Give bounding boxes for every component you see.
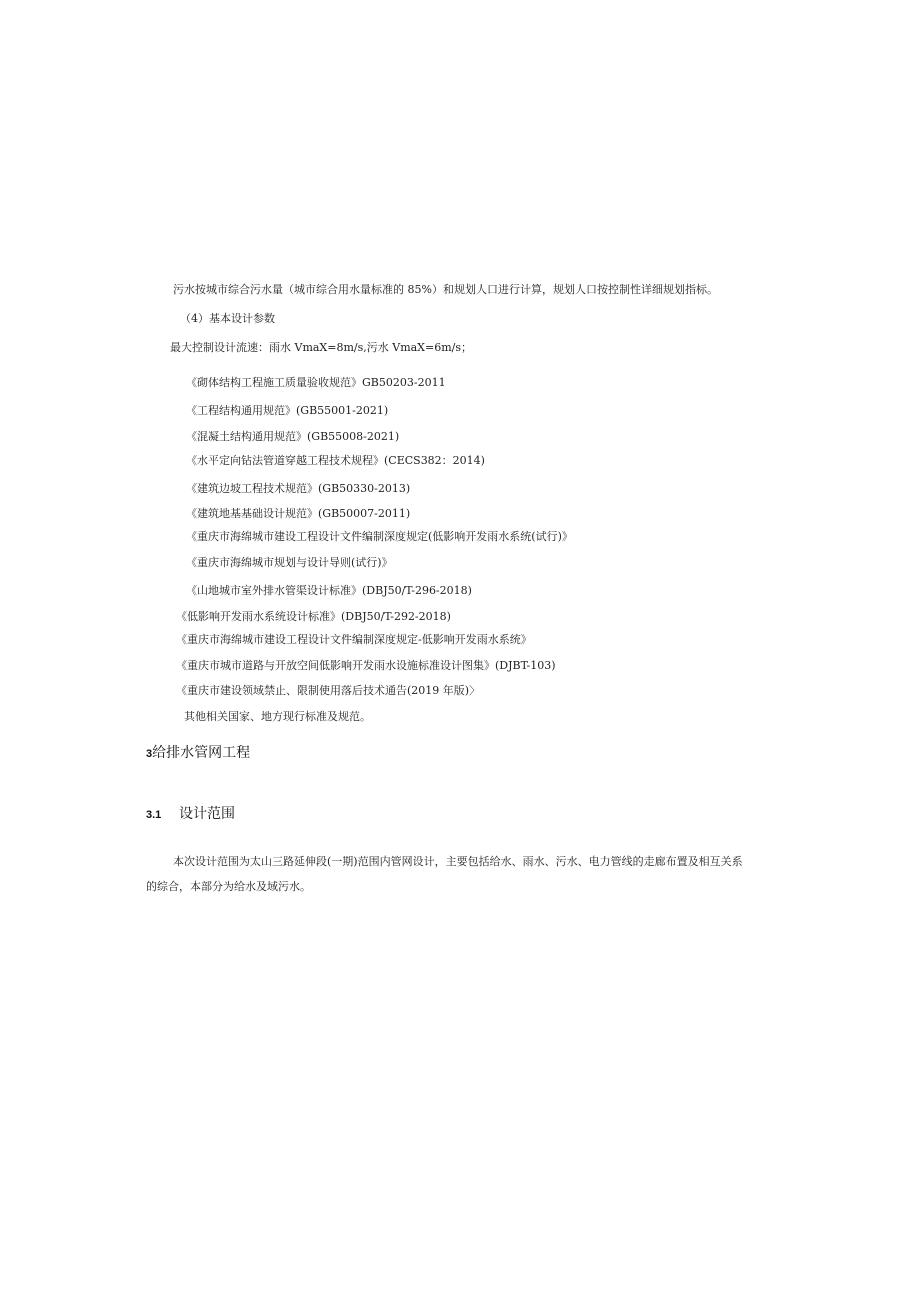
standard-item: 《重庆市建设领域禁止、限制使用落后技术通告(2019 年版)〉 (176, 684, 481, 697)
section-3-title: 给排水管网工程 (152, 745, 251, 761)
standard-item: 其他相关国家、地方现行标准及规范。 (184, 710, 371, 723)
standard-item: 《山地城市室外排水管渠设计标准》(DBJ50/T-296-2018) (186, 584, 472, 597)
standard-item: 《重庆市城市道路与开放空间低影响开发雨水设施标准设计图集》(DJBT-103) (176, 659, 556, 672)
standard-item: 《重庆市海绵城市建设工程设计文件编制深度规定(低影响开发雨水系统(试行)》 (186, 530, 573, 543)
section-3-1-heading (146, 803, 235, 823)
section-3-1-title: 设计范围 (179, 806, 235, 822)
standard-item: 《工程结构通用规范》(GB55001-2021) (186, 404, 389, 417)
standard-item: 《混凝土结构通用规范》(GB55008-2021) (186, 430, 400, 443)
standard-item: 《建筑地基基础设计规范》(GB50007-2011) (186, 507, 411, 520)
standard-item: 《重庆市海绵城市规划与设计导则(试行)》 (186, 556, 393, 569)
section-3-number: 3 (146, 748, 153, 760)
section-3-1-number: 3.1 (146, 809, 162, 821)
standard-item: 《低影响开发雨水系统设计标准》(DBJ50/T-292-2018) (176, 610, 451, 623)
standard-item: 《建筑边坡工程技术规范》(GB50330-2013) (186, 482, 411, 495)
scope-paragraph-line-2: 的综合，本部分为给水及域污水。 (146, 880, 311, 893)
standard-item: 《砌体结构工程施工质量验收规范》GB50203-2011 (186, 376, 446, 389)
basic-parameters-heading: （4）基本设计参数 (180, 312, 275, 325)
standard-item: 《水平定向钻法管道穿越工程技术规程》(CECS382：2014) (186, 454, 485, 467)
standard-item: 《重庆市海绵城市建设工程设计文件编制深度规定-低影响开发雨水系统》 (176, 633, 532, 646)
section-3-heading (146, 742, 250, 762)
sewage-calculation-paragraph: 污水按城市综合污水量（城市综合用水量标准的 85%）和规划人口进行计算，规划人口按控制性详细规划指标。 (173, 283, 718, 296)
scope-paragraph-line-1: 本次设计范围为太山三路延伸段(一期)范围内管网设计，主要包括给水、雨水、污水、电力管线的走廊布置及相互关系 (173, 855, 743, 868)
max-velocity-paragraph: 最大控制设计流速：雨水 VmaX=8m/s,污水 VmaX=6m/s； (170, 341, 473, 354)
